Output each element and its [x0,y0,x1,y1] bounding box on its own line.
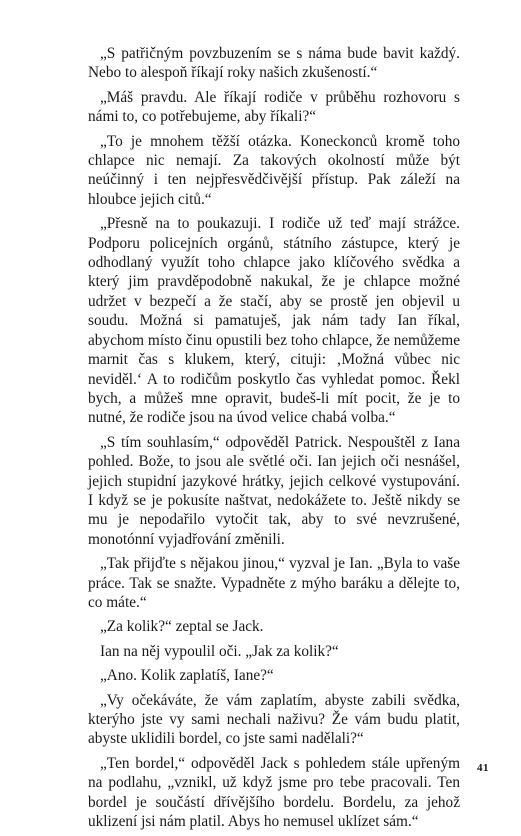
paragraph-5: „S tím souhlasím,“ odpověděl Patrick. Nespouštěl z Iana pohled. Bože, to jsou ale světlé oči. Ian jejich oči nesnášel, jejich stupidní jazykové hrátky, jejich celkové vystupování. I když se je pokusíte naštvat, nedokážete to. Ještě nikdy se mu je nepodařilo vytočit tak, aby to své nevzrušené, monotónní vyjadřování změnili. [88,433,460,548]
book-page-text [88,44,460,836]
paragraph-8: Ian na něj vypoulil oči. „Jak za kolik?“ [100,642,339,660]
paragraph-10: „Vy očekáváte, že vám zaplatím, abyste zabili svědka, kterýho jste vy sami nechali naživu? Že vám budu platit, abyste uklidili bordel, co jste sami nadělali?“ [88,691,460,748]
paragraph-2: „Máš pravdu. Ale říkají rodiče v průběhu rozhovoru s námi to, co potřebujeme, aby říkali?“ [88,88,460,126]
paragraph-3: „To je mnohem těžší otázka. Koneckonců kromě toho chlapce nic nemají. Za takových okolností může být neúčinný i ten nejpřesvědčivější přístup. Pak záleží na hloubce jejich citů.“ [88,132,460,208]
paragraph-6: „Tak přijďte s nějakou jinou,“ vyzval je Ian. „Byla to vaše práce. Tak se snažte. Vypadněte z mýho baráku a dělejte to, co máte.“ [88,555,460,611]
paragraph-11: „Ten bordel,“ odpověděl Jack s pohledem stále upřeným na podlahu, „vznikl, už když jsme pro tebe pracovali. Ten bordel je součástí dřívějšího bordelu. Bordelu, za jehož uklizení jsi nám platil. Abys ho nemusel uklízet sám.“ [88,754,460,831]
paragraph-1: „S patřičným povzbuzením se s náma bude bavit každý. Nebo to alespoň říkají roky našich zkušeností.“ [88,45,460,82]
paragraph-9: „Ano. Kolik zaplatíš, Iane?“ [100,667,274,685]
paragraph-4: „Přesně na to poukazuji. I rodiče už teď mají strážce. Podporu policejních orgánů, státního zástupce, který je odhodlaný využít toho chlapce jako klíčového svědka a který jim pravděpodobně nakukal, že je chlapce možné udržet v bezpečí a že stačí, aby se prostě jen objevil u soudu. Možná si pamatuješ, jak nám tady Ian říkal, abychom místo činu opustili bez toho chlapce, že nemůžeme marnit čas s klukem, který, cituji: ‚Možná vůbec nic neviděl.‘ A to rodičům poskytlo čas vyhledat pomoc. Řekl bych, a můžeš mne opravit, budeš-li mít pocit, že je to nutné, že rodiče jsou na úvod velice chabá volba.“ [88,215,460,427]
paragraph-7: „Za kolik?“ zeptal se Jack. [100,618,264,636]
page-number: 41 [477,762,489,774]
